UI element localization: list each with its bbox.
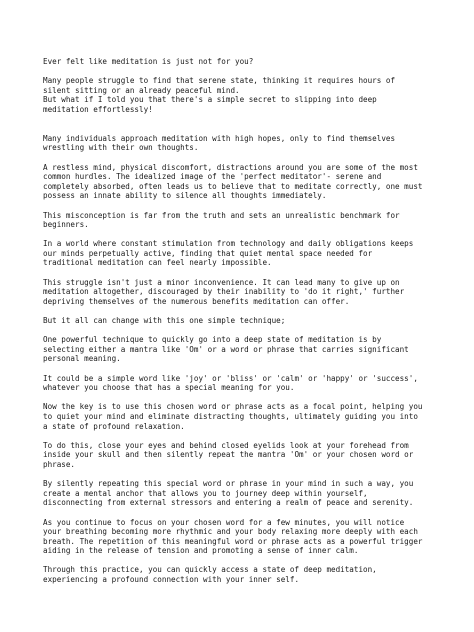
paragraph-intro-question: Ever felt like meditation is just not for you? xyxy=(43,57,254,66)
paragraph-struggle-secret: Many people struggle to find that serene state, thinking it requires hours of silent sitting or an already peaceful mind. But what if I told you that there's a simple secret to slipping into deep meditation effortlessly! xyxy=(43,76,396,114)
paragraph-conclusion: Through this practice, you can quickly access a state of deep meditation, experiencing a profound connection with your inner self. xyxy=(43,565,377,585)
paragraph-stimulation: In a world where constant stimulation from technology and daily obligations keeps our minds perpetually active, finding that quiet mental space needed for traditional meditation can feel nearly impossible. xyxy=(43,239,414,268)
paragraph-technique-intro: But it all can change with this one simple technique; xyxy=(43,316,286,326)
paragraph-word-examples: It could be a simple word like 'joy' or 'bliss' or 'calm' or 'happy' or 'success', whatever you choose that has a special meaning for you. xyxy=(43,373,418,393)
paragraph-breathing: As you continue to focus on your chosen word for a few minutes, you will notice your breathing becoming more rhythmic and your body relaxing more deeply with each breath. The repetition of this meaningful word or phrase acts as a powerful trigger aiding in the release of tension and promoting a sense of inner calm. xyxy=(43,517,423,556)
paragraph-misconception: This misconception is far from the truth and sets an unrealistic benchmark for beginners. xyxy=(43,210,400,230)
paragraph-struggle-inconvenience: This struggle isn't just a minor inconvenience. It can lead many to give up on meditation altogether, discouraged by their inability to 'do it right,' further depriving themselves of the numerous benefits meditation can offer. xyxy=(43,277,405,306)
paragraph-hurdles: A restless mind, physical discomfort, distractions around you are some of the most common hurdles. The idealized image of the 'perfect meditator'- serene and completely absorbed, often leads us to believe that to meditate correctly, one must possess an innate ability to silence all thoughts immediately. xyxy=(43,162,423,201)
paragraph-focal-point: Now the key is to use this chosen word or phrase acts as a focal point, helping you to quiet your mind and eliminate distracting thoughts, ultimately guiding you into a state of profound relaxation. xyxy=(43,402,423,431)
paragraph-mantra: One powerful technique to quickly go into a deep state of meditation is by selecting either a mantra like 'Om' or a word or phrase that carries significant personal meaning. xyxy=(43,335,409,364)
document-body xyxy=(43,57,443,594)
section-spacer xyxy=(43,124,443,134)
paragraph-mental-anchor: By silently repeating this special word or phrase in your mind in such a way, you create a mental anchor that allows you to journey deep within yourself, disconnecting from external stressors and entering a realm of peace and serenity. xyxy=(43,479,414,508)
paragraph-high-hopes: Many individuals approach meditation with high hopes, only to find themselves wrestling with their own thoughts. xyxy=(43,133,396,153)
paragraph-instructions: To do this, close your eyes and behind closed eyelids look at your forehead from inside your skull and then silently repeat the mantra 'Om' or your chosen word or phrase. xyxy=(43,440,414,469)
